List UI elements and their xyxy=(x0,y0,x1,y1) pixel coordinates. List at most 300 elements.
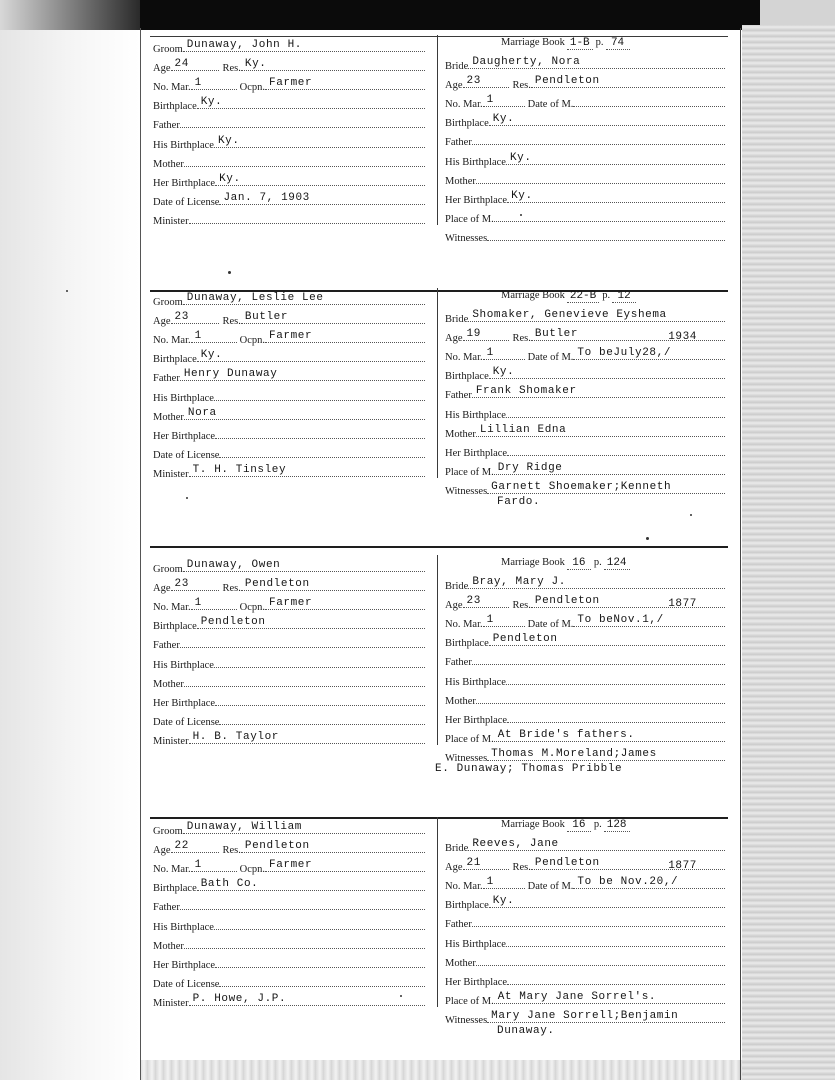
film-speck xyxy=(66,290,68,292)
field-row xyxy=(445,858,725,875)
bride-date-of-m-label: Date of M. xyxy=(527,881,574,893)
groom-license-date-value: Jan. 7, 1903 xyxy=(223,191,310,204)
field-row xyxy=(445,210,725,227)
groom-her-birthplace-line xyxy=(215,174,425,186)
bride-res-value: Butler xyxy=(534,328,579,341)
groom-no-mar-value: 1 xyxy=(194,597,202,610)
groom-birthplace-line xyxy=(197,350,425,362)
groom-name-value: Dunaway, Leslie Lee xyxy=(186,292,324,304)
page-label: p. xyxy=(602,290,611,301)
field-row xyxy=(153,97,425,114)
bride-place-of-m-line xyxy=(494,992,725,1004)
groom-minister-line xyxy=(189,732,425,744)
field-row xyxy=(153,40,425,57)
groom-father-line xyxy=(180,898,425,910)
bride-res-label: Res. xyxy=(512,600,531,612)
bride-mother-label: Mother xyxy=(445,428,476,440)
field-row xyxy=(153,174,425,191)
field-row xyxy=(445,444,725,461)
field-row xyxy=(445,992,725,1009)
groom-ocpn-label: Ocpn. xyxy=(239,335,265,347)
page-number: 74 xyxy=(606,37,630,50)
bride-witnesses-value: Garnett Shoemaker;Kenneth xyxy=(491,480,672,493)
groom-res-line xyxy=(241,59,425,71)
field-row xyxy=(445,114,725,131)
groom-no-mar-line xyxy=(191,78,237,90)
bride-place-of-m-label: Place of M. xyxy=(445,733,494,745)
field-row xyxy=(153,427,425,444)
groom-minister-line xyxy=(189,212,425,224)
bride-res-line xyxy=(531,76,725,88)
section-separator-2 xyxy=(150,546,728,548)
field-row xyxy=(445,730,725,747)
groom-no-mar-value: 1 xyxy=(194,859,202,872)
field-row xyxy=(445,153,725,170)
field-row xyxy=(445,877,725,894)
field-row xyxy=(445,482,725,499)
field-row xyxy=(445,596,725,613)
field-row xyxy=(445,896,725,913)
bride-her-birthplace-line xyxy=(507,973,725,985)
bride-witnesses-continued: Fardo. xyxy=(497,495,541,508)
groom-license-label: Date of License xyxy=(153,978,220,990)
bride-age-line xyxy=(463,596,509,608)
groom-no-mar-line xyxy=(191,598,237,610)
column-divider xyxy=(437,555,438,745)
bride-date-of-m-line xyxy=(573,615,725,627)
groom-her-birthplace-value: Ky. xyxy=(219,172,241,185)
field-row xyxy=(445,172,725,189)
bride-birthplace-line xyxy=(489,367,725,379)
bride-place-of-m-line xyxy=(494,463,725,475)
field-row xyxy=(153,155,425,172)
field-row xyxy=(153,898,425,915)
film-edge-bottom xyxy=(140,1060,742,1080)
groom-his-birthplace-value: Ky. xyxy=(217,134,240,147)
bride-birthplace-label: Birthplace xyxy=(445,638,489,650)
field-row xyxy=(153,617,425,634)
groom-mother-line xyxy=(184,675,425,687)
marriage-book-ref xyxy=(501,37,630,50)
groom-her-birthplace-label: Her Birthplace xyxy=(153,959,216,971)
bride-place-of-m-value: Dry Ridge xyxy=(497,461,563,474)
bride-witnesses-line xyxy=(487,1011,725,1023)
field-row xyxy=(445,348,725,365)
field-row xyxy=(153,212,425,229)
groom-age-value: 23 xyxy=(174,578,189,591)
groom-mother-line xyxy=(184,155,425,167)
bride-witnesses-continued: Dunaway. xyxy=(497,1024,555,1037)
field-row xyxy=(445,367,725,384)
bride-birthplace-value: Pendleton xyxy=(492,633,558,646)
bride-res-label: Res. xyxy=(512,80,531,92)
groom-res-label: Res. xyxy=(222,845,241,857)
groom-birthplace-line xyxy=(197,879,425,891)
groom-ocpn-line xyxy=(265,331,425,343)
field-row xyxy=(445,839,725,856)
groom-ocpn-value: Farmer xyxy=(269,77,313,90)
groom-father-label: Father xyxy=(153,120,180,132)
field-row xyxy=(153,293,425,310)
bride-witnesses-label: Witnesses xyxy=(445,232,488,244)
groom-license-date-line xyxy=(219,193,425,205)
bride-date-of-m-value: To beNov.1,/ xyxy=(577,614,664,627)
bride-name-line xyxy=(468,577,725,589)
marriage-book-label: Marriage Book xyxy=(501,290,565,301)
bride-birthplace-label: Birthplace xyxy=(445,371,489,383)
groom-name-line xyxy=(183,822,425,834)
bride-her-birthplace-line xyxy=(507,711,725,723)
groom-minister-label: Minister xyxy=(153,468,189,480)
field-row xyxy=(153,841,425,858)
bride-label: Bride xyxy=(445,843,469,854)
bride-father-label: Father xyxy=(445,137,472,149)
bride-no-mar-value: 1 xyxy=(486,876,494,889)
field-row xyxy=(445,1011,725,1028)
bride-name-value: Shomaker, Genevieve Eyshema xyxy=(472,309,667,321)
groom-minister-line xyxy=(189,465,425,477)
film-speck xyxy=(400,995,402,997)
film-edge-top xyxy=(140,0,760,30)
film-speck xyxy=(690,514,692,516)
marriage-book-label: Marriage Book xyxy=(501,37,565,48)
page-label: p. xyxy=(595,37,604,48)
groom-birthplace-value: Ky. xyxy=(200,349,223,362)
groom-res-label: Res. xyxy=(222,583,241,595)
bride-father-label: Father xyxy=(445,657,472,669)
field-row xyxy=(445,673,725,690)
film-speck xyxy=(228,271,231,274)
marriage-book-ref xyxy=(501,290,636,303)
field-row xyxy=(153,879,425,896)
bride-res-year: 1877 xyxy=(668,860,697,873)
bride-date-of-m-label: Date of M. xyxy=(527,352,574,364)
groom-res-value: Pendleton xyxy=(244,578,310,591)
bride-birthplace-label: Birthplace xyxy=(445,900,489,912)
bride-name-line xyxy=(468,310,725,322)
groom-ocpn-line xyxy=(265,78,425,90)
field-row xyxy=(153,956,425,973)
groom-father-label: Father xyxy=(153,902,180,914)
bride-father-label: Father xyxy=(445,919,472,931)
bride-no-mar-line xyxy=(483,348,525,360)
groom-res-line xyxy=(241,579,425,591)
field-row xyxy=(153,312,425,329)
groom-his-birthplace-line xyxy=(214,389,425,401)
field-row xyxy=(153,598,425,615)
bride-name-line xyxy=(468,57,725,69)
field-row xyxy=(445,653,725,670)
bride-name-value: Reeves, Jane xyxy=(472,838,559,850)
groom-ocpn-label: Ocpn. xyxy=(239,602,265,614)
field-row xyxy=(445,973,725,990)
field-row xyxy=(445,76,725,93)
bride-father-line xyxy=(472,133,725,145)
field-row xyxy=(153,975,425,992)
groom-license-label: Date of License xyxy=(153,196,220,208)
groom-res-line xyxy=(241,841,425,853)
groom-his-birthplace-label: His Birthplace xyxy=(153,921,214,933)
film-border-right-top xyxy=(760,0,835,28)
field-row xyxy=(445,95,725,112)
bride-his-birthplace-label: His Birthplace xyxy=(445,156,506,168)
bride-father-line xyxy=(472,386,725,398)
groom-license-label: Date of License xyxy=(153,716,220,728)
groom-minister-value: P. Howe, J.P. xyxy=(192,992,287,1005)
groom-ocpn-label: Ocpn. xyxy=(239,82,265,94)
groom-age-label: Age xyxy=(153,63,171,75)
field-row xyxy=(153,331,425,348)
bride-father-line xyxy=(472,915,725,927)
bride-mother-value: Lillian Edna xyxy=(479,423,567,436)
bride-date-of-m-line xyxy=(573,95,725,107)
bride-mother-label: Mother xyxy=(445,695,476,707)
groom-ocpn-line xyxy=(265,860,425,872)
film-speck xyxy=(520,214,522,216)
bride-age-label: Age xyxy=(445,862,463,874)
column-divider xyxy=(437,817,438,1007)
field-row xyxy=(153,465,425,482)
groom-his-birthplace-label: His Birthplace xyxy=(153,659,214,671)
film-border-right xyxy=(742,25,835,1080)
bride-res-value: Pendleton xyxy=(534,75,600,88)
bride-his-birthplace-label: His Birthplace xyxy=(445,409,506,421)
groom-minister-label: Minister xyxy=(153,997,189,1009)
field-row xyxy=(445,634,725,651)
groom-license-date-line xyxy=(219,446,425,458)
field-row xyxy=(445,229,725,246)
bride-birthplace-line xyxy=(489,114,725,126)
groom-ocpn-value: Farmer xyxy=(269,330,313,343)
field-row xyxy=(445,310,725,327)
groom-age-value: 22 xyxy=(174,840,189,853)
bride-age-line xyxy=(463,76,509,88)
bride-place-of-m-value: At Bride's fathers. xyxy=(497,728,635,741)
groom-his-birthplace-label: His Birthplace xyxy=(153,392,214,404)
bride-place-of-m-line xyxy=(494,210,725,222)
field-row xyxy=(153,994,425,1011)
groom-minister-value: H. B. Taylor xyxy=(192,730,280,743)
field-row xyxy=(445,386,725,403)
bride-no-mar-label: No. Mar. xyxy=(445,881,483,893)
bride-res-year: 1934 xyxy=(668,331,697,344)
groom-ocpn-value: Farmer xyxy=(269,859,313,872)
groom-age-line xyxy=(171,59,219,71)
bride-age-label: Age xyxy=(445,80,463,92)
field-row xyxy=(153,193,425,210)
column-divider xyxy=(437,288,438,478)
groom-res-value: Pendleton xyxy=(244,840,310,853)
groom-birthplace-value: Ky. xyxy=(200,96,223,109)
bride-name-value: Bray, Mary J. xyxy=(472,576,566,588)
bride-birthplace-value: Ky. xyxy=(492,366,515,379)
groom-age-line xyxy=(171,312,219,324)
bride-res-value: Pendleton xyxy=(534,857,600,870)
groom-no-mar-label: No. Mar. xyxy=(153,864,191,876)
field-row xyxy=(153,636,425,653)
field-row xyxy=(153,369,425,386)
marriage-book-label: Marriage Book xyxy=(501,819,565,830)
field-row xyxy=(153,860,425,877)
film-speck xyxy=(646,537,649,540)
bride-her-birthplace-value: Ky. xyxy=(511,189,533,202)
bride-witnesses-line xyxy=(487,749,725,761)
groom-his-birthplace-label: His Birthplace xyxy=(153,139,214,151)
field-row xyxy=(153,408,425,425)
groom-age-line xyxy=(171,579,219,591)
groom-res-label: Res. xyxy=(222,316,241,328)
card-left-edge xyxy=(140,28,141,1080)
marriage-book-number: 1-B xyxy=(567,37,593,50)
groom-label: Groom xyxy=(153,44,183,55)
bride-his-birthplace-label: His Birthplace xyxy=(445,938,506,950)
marriage-book-ref xyxy=(501,557,630,570)
groom-father-value: Henry Dunaway xyxy=(183,368,278,381)
bride-witnesses-line xyxy=(487,482,725,494)
column-divider xyxy=(437,35,438,225)
groom-birthplace-label: Birthplace xyxy=(153,354,197,366)
bride-age-value: 23 xyxy=(466,75,481,88)
groom-father-line xyxy=(180,116,425,128)
groom-his-birthplace-line xyxy=(214,918,425,930)
field-row xyxy=(445,463,725,480)
groom-birthplace-label: Birthplace xyxy=(153,101,197,113)
bride-place-of-m-value: At Mary Jane Sorrel's. xyxy=(497,990,657,1003)
bride-date-of-m-value: To be Nov.20,/ xyxy=(577,876,679,889)
bride-her-birthplace-line xyxy=(507,444,725,456)
field-row xyxy=(445,425,725,442)
groom-birthplace-value: Bath Co. xyxy=(200,878,259,891)
bride-his-birthplace-value: Ky. xyxy=(509,151,532,164)
bride-his-birthplace-line xyxy=(506,153,725,165)
bride-mother-line xyxy=(476,954,725,966)
field-row xyxy=(153,116,425,133)
marriage-book-number: 22-B xyxy=(567,290,599,303)
bride-date-of-m-value: To beJuly28,/ xyxy=(577,347,672,360)
bride-name-line xyxy=(468,839,725,851)
bride-mother-label: Mother xyxy=(445,175,476,187)
groom-label: Groom xyxy=(153,826,183,837)
bride-no-mar-line xyxy=(483,95,525,107)
groom-her-birthplace-line xyxy=(215,956,425,968)
bride-no-mar-line xyxy=(483,877,525,889)
field-row xyxy=(153,918,425,935)
bride-witnesses-value: Thomas M.Moreland;James xyxy=(491,747,657,760)
bride-mother-label: Mother xyxy=(445,957,476,969)
section-separator-3 xyxy=(150,817,728,819)
field-row xyxy=(153,656,425,673)
groom-father-line xyxy=(180,369,425,381)
bride-place-of-m-label: Place of M. xyxy=(445,213,494,225)
bride-no-mar-label: No. Mar. xyxy=(445,99,483,111)
groom-minister-line xyxy=(189,994,425,1006)
groom-res-line xyxy=(241,312,425,324)
groom-minister-label: Minister xyxy=(153,735,189,747)
groom-no-mar-line xyxy=(191,860,237,872)
groom-mother-label: Mother xyxy=(153,678,184,690)
bride-her-birthplace-label: Her Birthplace xyxy=(445,976,508,988)
field-row xyxy=(153,389,425,406)
field-row xyxy=(153,446,425,463)
groom-birthplace-value: Pendleton xyxy=(200,616,266,629)
bride-age-line xyxy=(463,858,509,870)
groom-minister-label: Minister xyxy=(153,215,189,227)
groom-father-label: Father xyxy=(153,640,180,652)
bride-res-label: Res. xyxy=(512,862,531,874)
bride-name-value: Daugherty, Nora xyxy=(472,56,581,68)
bride-no-mar-label: No. Mar. xyxy=(445,352,483,364)
groom-name-value: Dunaway, Owen xyxy=(186,559,281,571)
bride-birthplace-value: Ky. xyxy=(492,113,515,126)
field-row xyxy=(445,57,725,74)
bride-his-birthplace-label: His Birthplace xyxy=(445,676,506,688)
bride-age-label: Age xyxy=(445,333,463,345)
bride-age-value: 21 xyxy=(466,857,481,870)
bride-age-value: 23 xyxy=(466,595,481,608)
bride-her-birthplace-line xyxy=(507,191,725,203)
film-speck xyxy=(186,497,188,499)
groom-mother-label: Mother xyxy=(153,158,184,170)
field-row xyxy=(445,406,725,423)
bride-place-of-m-label: Place of M. xyxy=(445,995,494,1007)
field-row xyxy=(153,937,425,954)
groom-father-label: Father xyxy=(153,373,180,385)
bride-mother-line xyxy=(476,425,725,437)
bride-date-of-m-line xyxy=(573,877,725,889)
bride-no-mar-value: 1 xyxy=(486,347,494,360)
groom-res-value: Ky. xyxy=(244,58,267,71)
field-row xyxy=(445,692,725,709)
groom-mother-label: Mother xyxy=(153,411,184,423)
bride-father-label: Father xyxy=(445,390,472,402)
bride-res-year: 1877 xyxy=(668,598,697,611)
field-row xyxy=(153,136,425,153)
groom-name-line xyxy=(183,293,425,305)
film-edge-top-left xyxy=(0,0,140,30)
bride-his-birthplace-line xyxy=(506,673,725,685)
marriage-book-label: Marriage Book xyxy=(501,557,565,568)
groom-license-date-line xyxy=(219,975,425,987)
bride-res-label: Res. xyxy=(512,333,531,345)
groom-ocpn-value: Farmer xyxy=(269,597,313,610)
film-border-left xyxy=(0,0,140,1080)
bride-age-value: 19 xyxy=(466,328,481,341)
field-row xyxy=(445,711,725,728)
field-row xyxy=(445,191,725,208)
groom-ocpn-label: Ocpn. xyxy=(239,864,265,876)
groom-her-birthplace-line xyxy=(215,694,425,706)
bride-no-mar-value: 1 xyxy=(486,614,494,627)
field-row xyxy=(153,59,425,76)
groom-age-line xyxy=(171,841,219,853)
groom-age-value: 24 xyxy=(174,58,189,71)
page-number: 128 xyxy=(604,819,630,832)
bride-date-of-m-label: Date of M. xyxy=(527,619,574,631)
bride-witnesses-label: Witnesses xyxy=(445,752,488,764)
marriage-book-number: 16 xyxy=(567,819,591,832)
page-label: p. xyxy=(593,557,602,568)
groom-her-birthplace-label: Her Birthplace xyxy=(153,430,216,442)
field-row xyxy=(153,579,425,596)
groom-mother-line xyxy=(184,408,425,420)
groom-her-birthplace-label: Her Birthplace xyxy=(153,177,216,189)
groom-no-mar-label: No. Mar. xyxy=(153,335,191,347)
bride-witnesses-line xyxy=(487,229,725,241)
groom-name-value: Dunaway, John H. xyxy=(186,39,302,51)
groom-age-label: Age xyxy=(153,316,171,328)
bride-birthplace-value: Ky. xyxy=(492,895,515,908)
groom-label: Groom xyxy=(153,297,183,308)
